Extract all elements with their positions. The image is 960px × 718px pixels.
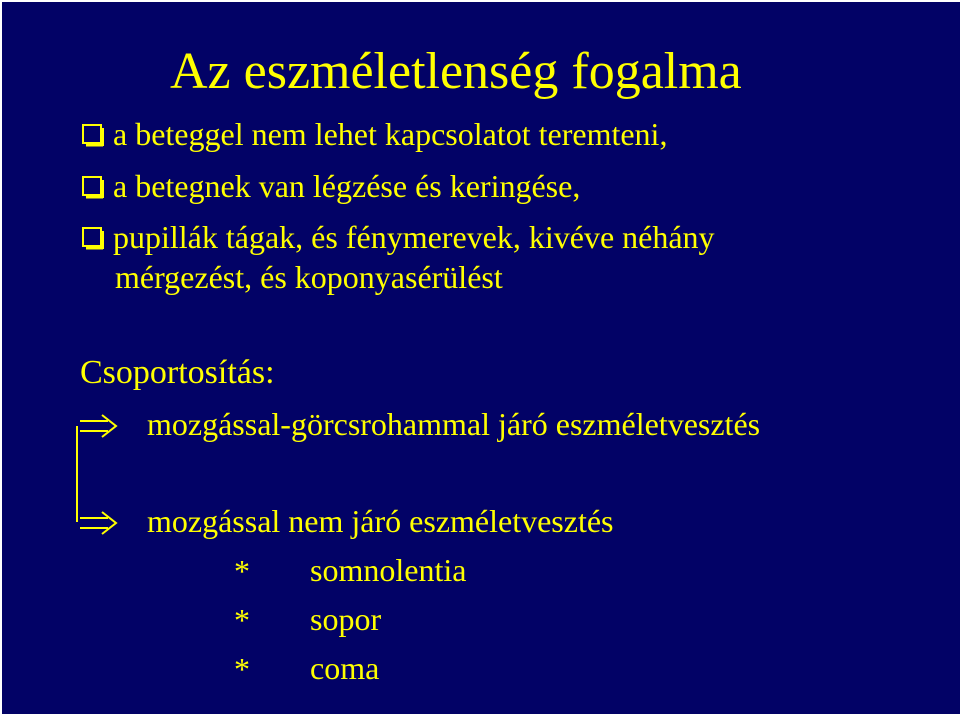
checkbox-icon: [80, 226, 105, 251]
asterisk-icon: *: [234, 602, 250, 638]
subtype-label: coma: [310, 650, 380, 686]
category-item: mozgással nem járó eszméletvesztés: [147, 503, 614, 539]
double-arrow-icon: [78, 510, 120, 536]
bullet-text: a beteggel nem lehet kapcsolatot teremteni,: [113, 116, 668, 152]
checkbox-icon: [80, 123, 105, 148]
subtype-label: somnolentia: [310, 552, 467, 588]
bullet-text: pupillák tágak, és fénymerevek, kivéve néhány: [113, 219, 715, 255]
slide-title: Az eszméletlenség fogalma: [170, 43, 742, 100]
grouping-heading: Csoportosítás:: [80, 354, 275, 391]
bullet-item: [80, 217, 715, 257]
bullet-item: [80, 166, 580, 206]
bullet-text: a betegnek van légzése és keringése,: [113, 168, 581, 204]
subtype-label: sopor: [310, 601, 382, 637]
bracket-line: [76, 426, 82, 522]
bullet-continuation: mérgezést, és koponyasérülést: [115, 259, 503, 295]
asterisk-icon: *: [234, 651, 250, 687]
bullet-item: [80, 114, 667, 154]
double-arrow-icon: [78, 413, 120, 439]
checkbox-icon: [80, 175, 105, 200]
asterisk-icon: *: [234, 553, 250, 589]
slide: [2, 2, 960, 714]
category-item: mozgással-görcsrohammal járó eszméletvesztés: [147, 406, 761, 442]
